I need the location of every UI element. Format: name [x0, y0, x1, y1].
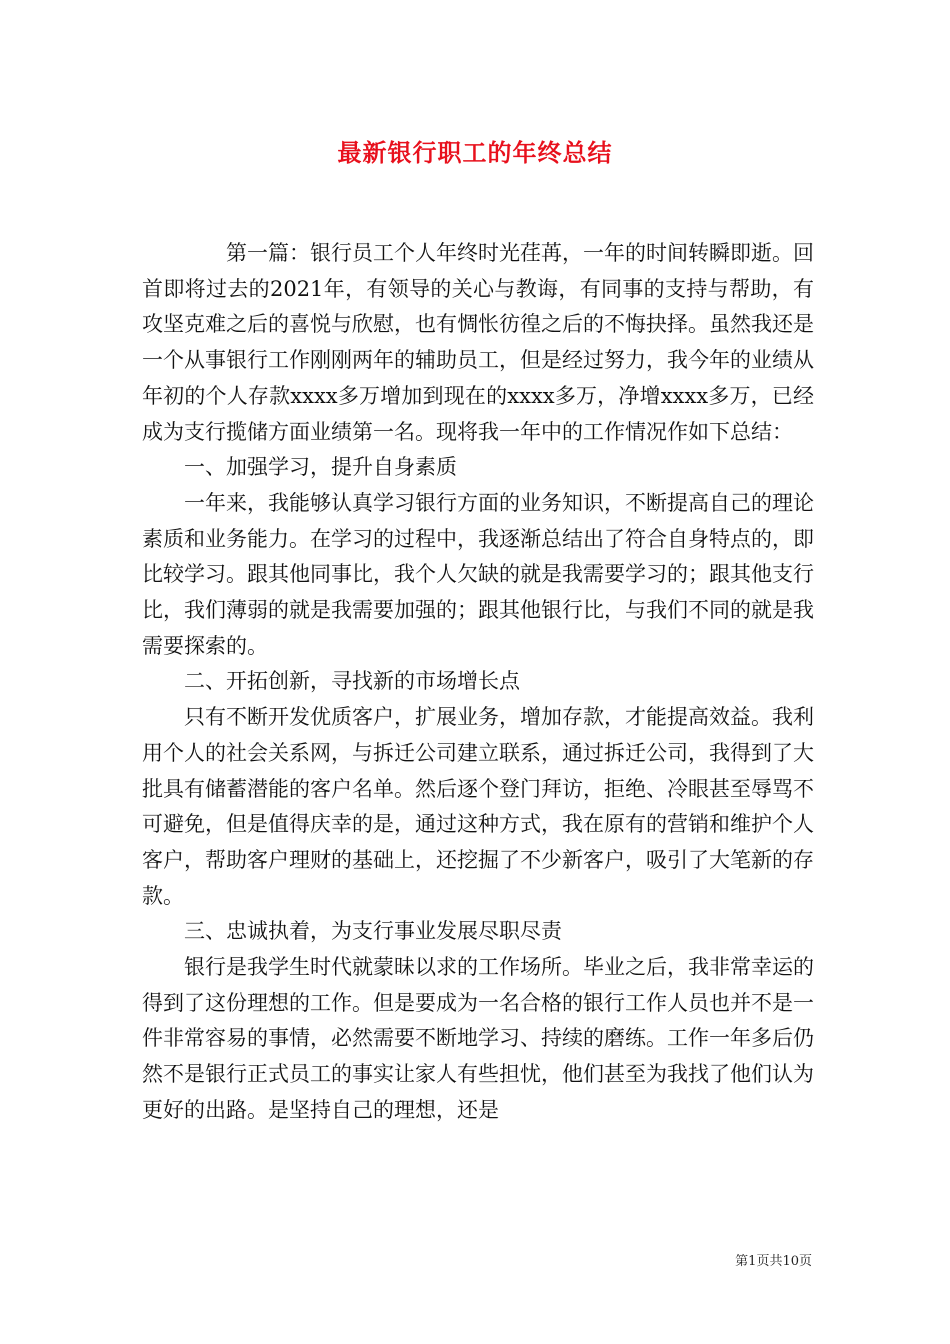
- section-heading-2: 二、开拓创新，寻找新的市场增长点: [184, 669, 520, 694]
- paragraph-section-3: 银行是我学生时代就蒙昧以求的工作场所。毕业之后，我非常幸运的得到了这份理想的工作。但是要成为一名合格的银行工作人员也并不是一件非常容易的事情，必然需要不断地学习、持续的磨练。工作一年多后仍然不是银行正式员工的事实让家人有些担忧，他们甚至为我找了他们认为更好的出路。是坚持自己的理想，还是: [142, 955, 814, 1122]
- paragraph-section-2: 只有不断开发优质客户，扩展业务，增加存款，才能提高效益。我利用个人的社会关系网，与拆迁公司建立联系，通过拆迁公司，我得到了大批具有储蓄潜能的客户名单。然后逐个登门拜访，拒绝、冷眼甚至辱骂不可避免，但是值得庆幸的是，通过这种方式，我在原有的营销和维护个人客户，帮助客户理财的基础上，还挖掘了不少新客户，吸引了大笔新的存款。: [142, 705, 814, 908]
- page-number: 第1页共10页: [735, 1254, 812, 1269]
- document-title: 最新银行职工的年终总结: [337, 138, 613, 167]
- paragraph-intro: 第一篇：银行员工个人年终时光荏苒，一年的时间转瞬即逝。回首即将过去的2021年，有领导的关心与教诲，有同事的支持与帮助，有攻坚克难之后的喜悦与欣慰，也有惆怅彷徨之后的不悔抉择。虽然我还是一个从事银行工作刚刚两年的辅助员工，但是经过努力，我今年的业绩从年初的个人存款xxxx多万增加到现在的xxxx多万，净增xxxx多万，已经成为支行揽储方面业绩第一名。现将我一年中的工作情况作如下总结：: [142, 241, 814, 444]
- document-body: [142, 236, 814, 1129]
- paragraph-section-1: 一年来，我能够认真学习银行方面的业务知识，不断提高自己的理论素质和业务能力。在学习的过程中，我逐渐总结出了符合自身特点的，即比较学习。跟其他同事比，我个人欠缺的就是我需要学习的；跟其他支行比，我们薄弱的就是我需要加强的；跟其他银行比，与我们不同的就是我需要探索的。: [142, 490, 814, 658]
- section-heading-1: 一、加强学习，提升自身素质: [184, 455, 457, 480]
- section-heading-3: 三、忠诚执着，为支行事业发展尽职尽责: [184, 919, 562, 944]
